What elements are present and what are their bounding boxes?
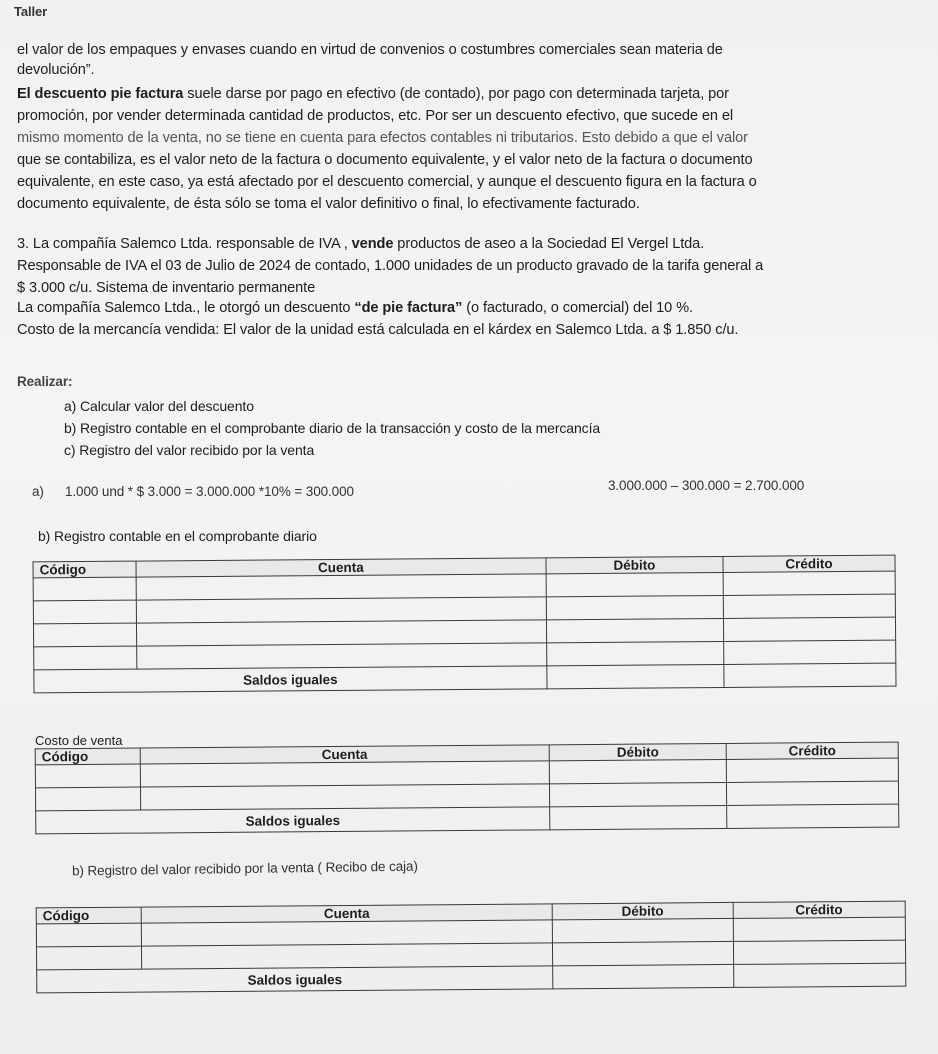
- totals-label: Saldos iguales: [34, 666, 547, 693]
- debit-cell[interactable]: [552, 918, 733, 942]
- intro-line: que se contabiliza, es el valor neto de la factura o documento equivalente, y el valor neto de la factura o documento: [17, 152, 753, 168]
- task-item: c) Registro del valor recibido por la venta: [64, 442, 315, 458]
- code-cell[interactable]: [36, 923, 141, 947]
- intro-line: documento equivalente, de ésta sólo se toma el valor definitivo o final, lo efectivamente facturado.: [17, 196, 640, 212]
- account-cell[interactable]: [136, 574, 546, 600]
- intro-line: promoción, por vender determinada cantidad de productos, etc. Por ser un descuento efectivo, que sucede en el: [17, 108, 733, 124]
- task-item: b) Registro contable en el comprobante diario de la transacción y costo de la mercancía: [64, 420, 601, 436]
- column-header-account: Cuenta: [141, 904, 552, 923]
- credit-cell[interactable]: [723, 617, 895, 641]
- answer-b-label: b) Registro contable en el comprobante diario: [38, 528, 317, 544]
- debit-cell[interactable]: [550, 782, 727, 806]
- exercise-line: $ 3.000 c/u. Sistema de inventario permanente: [17, 280, 316, 296]
- column-header-credit: Crédito: [723, 555, 895, 572]
- total-credit-cell[interactable]: [733, 963, 906, 987]
- debit-cell[interactable]: [549, 759, 726, 783]
- exercise-line: Responsable de IVA el 03 de Julio de 2024 de contado, 1.000 unidades de un producto gravado de la tarifa general a: [17, 258, 764, 274]
- totals-label: Saldos iguales: [36, 807, 550, 834]
- total-credit-cell[interactable]: [724, 663, 896, 687]
- debit-cell[interactable]: [546, 618, 723, 642]
- account-cell[interactable]: [136, 597, 546, 623]
- exercise-line: Costo de la mercancía vendida: El valor de la unidad está calculada en el kárdex en Salemco Ltda. a $ 1.850 c/u.: [17, 322, 739, 338]
- credit-cell[interactable]: [724, 640, 896, 664]
- column-header-credit: Crédito: [726, 742, 898, 759]
- intro-line: mismo momento de la venta, no se tiene en cuenta para efectos contables ni tributarios. Esto debido a que el valor: [17, 130, 748, 146]
- exercise-line: La compañía Salemco Ltda., le otorgó un descuento “de pie factura” (o facturado, o comercial) del 10 %.: [17, 300, 693, 316]
- code-cell[interactable]: [33, 600, 136, 624]
- column-header-account: Cuenta: [136, 558, 546, 577]
- debit-cell[interactable]: [546, 572, 723, 596]
- account-cell[interactable]: [141, 920, 552, 946]
- column-header-code: Código: [36, 907, 141, 924]
- code-cell[interactable]: [34, 646, 137, 670]
- account-cell[interactable]: [136, 643, 546, 669]
- column-header-account: Cuenta: [140, 745, 550, 764]
- task-item: a) Calcular valor del descuento: [64, 398, 254, 414]
- column-header-credit: Crédito: [733, 901, 906, 918]
- totals-label: Saldos iguales: [37, 966, 553, 993]
- credit-cell[interactable]: [733, 917, 906, 941]
- total-debit-cell[interactable]: [553, 964, 734, 988]
- debit-cell[interactable]: [546, 595, 723, 619]
- column-header-debit: Débito: [546, 556, 723, 573]
- answer-a-net-value: 3.000.000 – 300.000 = 2.700.000: [608, 478, 805, 493]
- intro-paragraph-start: El descuento pie factura suele darse por pago en efectivo (de contado), por pago con determinada tarjeta, por: [17, 86, 729, 102]
- column-header-code: Código: [33, 561, 136, 578]
- debit-cell[interactable]: [547, 641, 724, 665]
- page-title: Taller: [14, 4, 48, 19]
- intro-line: equivalente, en este caso, ya está afectado por el descuento comercial, y aunque el descuento figura en la factura o: [17, 174, 757, 190]
- column-header-debit: Débito: [549, 743, 726, 760]
- credit-cell[interactable]: [726, 781, 898, 805]
- credit-cell[interactable]: [723, 594, 895, 618]
- bold-term: El descuento pie factura: [17, 86, 184, 102]
- cost-table-caption: Costo de venta: [35, 733, 123, 748]
- tasks-heading: Realizar:: [17, 374, 73, 389]
- intro-line: devolución”.: [17, 62, 95, 78]
- column-header-debit: Débito: [552, 902, 733, 919]
- code-cell[interactable]: [35, 764, 140, 788]
- code-cell[interactable]: [33, 577, 136, 601]
- code-cell[interactable]: [35, 787, 140, 811]
- account-cell[interactable]: [140, 784, 550, 810]
- answer-c-label: b) Registro del valor recibido por la venta ( Recibo de caja): [71, 858, 418, 879]
- account-cell[interactable]: [136, 620, 546, 646]
- exercise-line: 3. La compañía Salemco Ltda. responsable de IVA , vende productos de aseo a la Sociedad El Vergel Ltda.: [17, 236, 705, 252]
- credit-cell[interactable]: [733, 940, 906, 964]
- total-debit-cell[interactable]: [550, 805, 727, 829]
- code-cell[interactable]: [33, 623, 136, 647]
- account-cell[interactable]: [141, 943, 552, 969]
- cost-of-sale-table: [35, 742, 900, 835]
- answer-a-calculation: 1.000 und * $ 3.000 = 3.000.000 *10% = 300.000: [65, 484, 354, 499]
- code-cell[interactable]: [36, 946, 141, 970]
- total-credit-cell[interactable]: [727, 804, 899, 828]
- account-cell[interactable]: [140, 761, 550, 787]
- intro-line: el valor de los empaques y envases cuando en virtud de convenios o costumbres comerciales sean materia de: [17, 42, 723, 58]
- total-debit-cell[interactable]: [547, 664, 724, 688]
- cash-receipt-table: [36, 901, 907, 994]
- journal-entry-table: [32, 555, 896, 694]
- answer-a-label: a): [32, 484, 44, 499]
- credit-cell[interactable]: [723, 571, 895, 595]
- debit-cell[interactable]: [553, 941, 734, 965]
- column-header-code: Código: [35, 748, 140, 765]
- credit-cell[interactable]: [726, 758, 898, 782]
